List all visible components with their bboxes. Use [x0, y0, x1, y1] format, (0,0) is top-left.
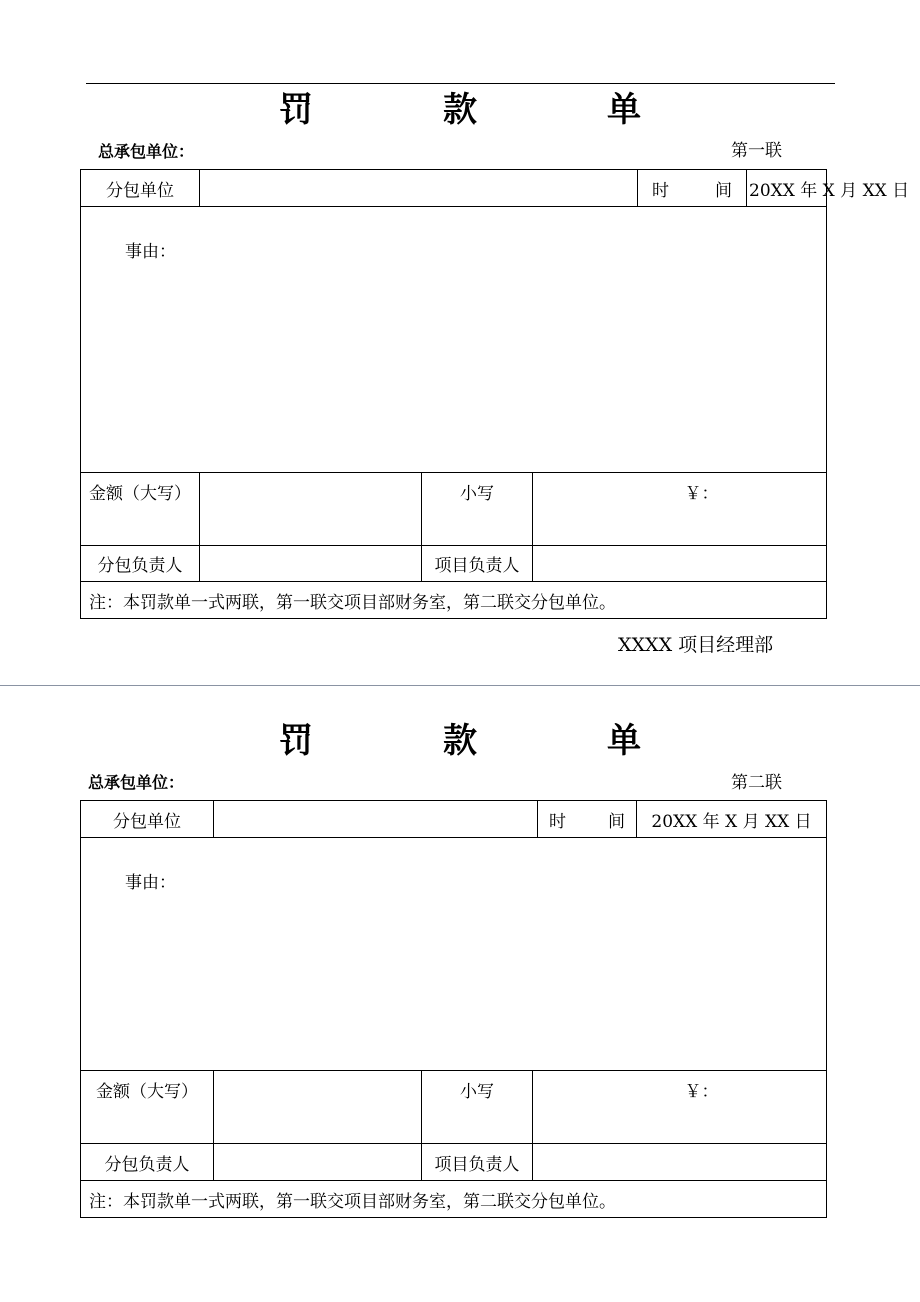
project-manager-label: 项目负责人 — [422, 546, 533, 582]
subcontractor-field[interactable] — [200, 170, 638, 207]
copy-number: 第二联 — [731, 773, 782, 793]
amount-lower-field[interactable]: ￥： — [533, 1071, 827, 1144]
amount-upper-label: 金额（大写） — [81, 473, 200, 546]
penalty-form-table — [80, 169, 910, 619]
sub-manager-label: 分包负责人 — [81, 546, 200, 582]
form-title: 罚 款 单 — [279, 721, 689, 761]
date-field[interactable]: 20XX 年 X 月 XX 日 — [747, 170, 827, 207]
penalty-form-table — [80, 800, 827, 1218]
date-field[interactable]: 20XX 年 X 月 XX 日 — [637, 801, 827, 838]
subcontractor-label: 分包单位 — [81, 170, 200, 207]
issuer-signature: XXXX 项目经理部 — [618, 634, 774, 656]
copy-number: 第一联 — [731, 141, 782, 161]
page-separator — [0, 685, 920, 686]
reason-label: 事由： — [125, 873, 176, 893]
sub-manager-field[interactable] — [214, 1144, 422, 1181]
project-manager-field[interactable] — [533, 546, 827, 582]
subcontractor-field[interactable] — [214, 801, 538, 838]
time-label: 时 间 — [538, 801, 637, 838]
form-title: 罚 款 单 — [279, 90, 689, 130]
form-note: 注：本罚款单一式两联，第一联交项目部财务室，第二联交分包单位。 — [81, 1181, 827, 1218]
top-rule — [86, 83, 835, 84]
amount-lower-label: 小写 — [422, 473, 533, 546]
amount-upper-field[interactable] — [214, 1071, 422, 1144]
amount-lower-field[interactable]: ￥： — [533, 473, 827, 546]
contractor-label: 总承包单位： — [98, 142, 195, 161]
project-manager-field[interactable] — [533, 1144, 827, 1181]
project-manager-label: 项目负责人 — [422, 1144, 533, 1181]
reason-area[interactable] — [81, 207, 827, 473]
amount-upper-field[interactable] — [200, 473, 422, 546]
contractor-label: 总承包单位： — [88, 773, 185, 792]
reason-label: 事由： — [125, 242, 176, 262]
sub-manager-field[interactable] — [200, 546, 422, 582]
form-note: 注：本罚款单一式两联，第一联交项目部财务室，第二联交分包单位。 — [81, 582, 827, 619]
amount-upper-label: 金额（大写） — [81, 1071, 214, 1144]
reason-area[interactable] — [81, 838, 827, 1071]
time-label: 时 间 — [638, 170, 747, 207]
amount-lower-label: 小写 — [422, 1071, 533, 1144]
subcontractor-label: 分包单位 — [81, 801, 214, 838]
sub-manager-label: 分包负责人 — [81, 1144, 214, 1181]
